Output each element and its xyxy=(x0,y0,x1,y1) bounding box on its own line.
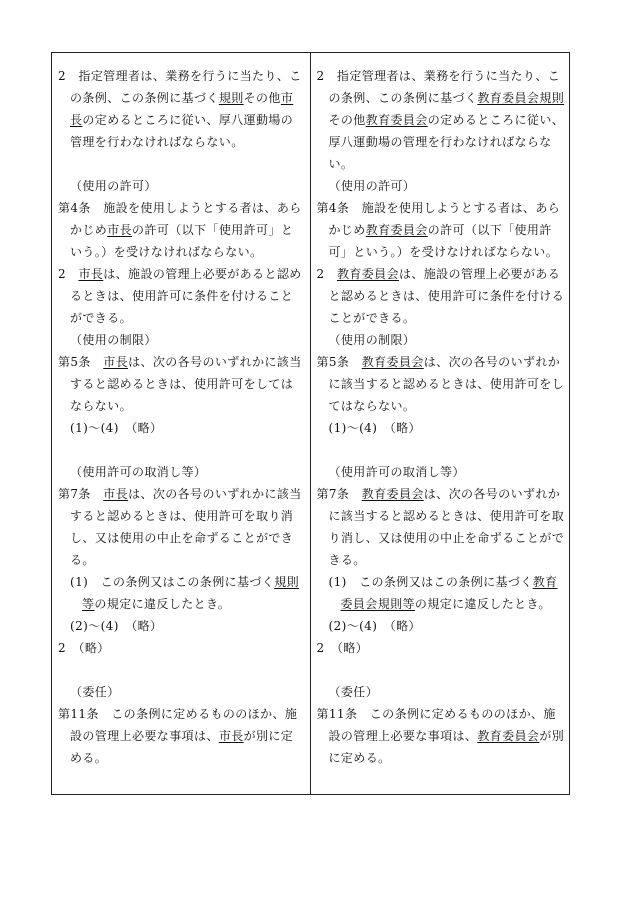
article-paragraph xyxy=(317,703,566,769)
spacer xyxy=(58,659,306,681)
current-text xyxy=(58,65,306,769)
current-column xyxy=(52,53,311,794)
text-run: の定めるところに従い、厚八運動場の管理を行わなければならない。 xyxy=(70,113,294,149)
article-heading xyxy=(58,461,306,483)
text-run: （使用の許可） xyxy=(328,179,416,193)
article-paragraph xyxy=(58,65,306,153)
spacer xyxy=(317,659,566,681)
text-run: （委任） xyxy=(70,685,120,699)
underlined-term: 規則 xyxy=(218,91,244,105)
text-run: は、次の各号のいずれかに該当すると認めるときは、使用許可を取り消し、又は使用の中止を命ずることができる。 xyxy=(70,487,302,567)
underlined-term: 市長 xyxy=(103,355,129,369)
article-heading xyxy=(58,175,306,197)
text-run: （使用許可の取消し等） xyxy=(70,465,207,479)
text-run: 2 xyxy=(58,267,79,281)
text-run: （使用の制限） xyxy=(70,333,157,347)
article-paragraph xyxy=(317,637,566,659)
text-run: 2 指定管理者は、業務を行うに当たり、この条例、この条例に基づく xyxy=(316,69,561,105)
article-paragraph xyxy=(58,637,306,659)
text-run: は、施設の管理上必要があると認めるときは、使用許可に条件を付けることができる。 xyxy=(328,267,565,325)
article-paragraph xyxy=(317,571,566,615)
underlined-term: 教育委員会規則 xyxy=(477,91,565,105)
underlined-term: 教育委員会 xyxy=(365,223,428,237)
article-heading xyxy=(317,681,566,703)
underlined-term: 規則等 xyxy=(82,575,300,611)
text-run: 2 指定管理者は、業務を行うに当たり、この条例、この条例に基づく xyxy=(58,69,302,105)
article-heading xyxy=(58,681,306,703)
article-paragraph xyxy=(317,483,566,571)
text-run: は、次の各号のいずれかに該当すると認めるときは、使用許可をしてはならない。 xyxy=(70,355,302,413)
article-paragraph xyxy=(58,703,306,769)
article-heading xyxy=(317,461,566,483)
underlined-term: 教育委員会 xyxy=(477,729,540,743)
article-heading xyxy=(317,417,566,439)
article-paragraph xyxy=(58,351,306,417)
text-run: の許可（以下「使用許可」という。）を受けなければならない。 xyxy=(70,223,294,259)
text-run: 第4条 施設を使用しようとする者は、あらかじめ xyxy=(316,201,561,237)
text-run: 第4条 施設を使用しようとする者は、あらかじめ xyxy=(58,201,302,237)
text-run: （委任） xyxy=(328,685,379,699)
text-run: (1) この条例又はこの条例に基づく xyxy=(328,575,533,589)
text-run: 2 （略） xyxy=(316,641,369,655)
article-paragraph xyxy=(58,571,306,615)
text-run: が別に定める。 xyxy=(70,729,294,765)
spacer xyxy=(58,439,306,461)
article-heading xyxy=(317,175,566,197)
text-run: 2 （略） xyxy=(58,641,110,655)
underlined-term: 市長 xyxy=(103,487,129,501)
text-run: 2 xyxy=(316,267,337,281)
underlined-term: 市長 xyxy=(78,267,104,281)
text-run: その他 xyxy=(328,113,366,127)
article-paragraph xyxy=(58,483,306,571)
article-paragraph xyxy=(317,263,566,329)
underlined-term: 教育委員会 xyxy=(361,355,424,369)
text-run: 第5条 xyxy=(58,355,104,369)
text-run: 第7条 xyxy=(316,487,362,501)
underlined-term: 市長 xyxy=(107,223,133,237)
text-run: は、次の各号のいずれかに該当すると認めるときは、使用許可をしてはならない。 xyxy=(328,355,565,413)
text-run: の規定に違反したとき。 xyxy=(94,597,231,611)
text-run: 第11条 この条例に定めるもののほか、施設の管理上必要な事項は、 xyxy=(316,707,556,743)
article-paragraph xyxy=(58,263,306,329)
text-run: （使用の許可） xyxy=(70,179,157,193)
text-run: （使用の制限） xyxy=(328,333,416,347)
text-run: 第5条 xyxy=(316,355,362,369)
underlined-term: 教育委員会 xyxy=(365,113,428,127)
text-run: は、施設の管理上必要があると認めるときは、使用許可に条件を付けることができる。 xyxy=(70,267,302,325)
article-heading xyxy=(58,329,306,351)
article-paragraph xyxy=(317,351,566,417)
underlined-term: 市長 xyxy=(218,729,244,743)
underlined-term: 教育委員会 xyxy=(336,267,399,281)
article-heading xyxy=(317,329,566,351)
text-run: その他 xyxy=(243,91,281,105)
text-run: の規定に違反したとき。 xyxy=(414,597,551,611)
article-paragraph xyxy=(317,65,566,175)
article-heading xyxy=(317,615,566,637)
text-run: が別に定める。 xyxy=(328,729,565,765)
revised-text xyxy=(317,65,566,769)
text-run: 第11条 この条例に定めるもののほか、施設の管理上必要な事項は、 xyxy=(58,707,298,743)
text-run: （使用許可の取消し等） xyxy=(328,465,465,479)
text-run: の定めるところに従い、厚八運動場の管理を行わなければならない。 xyxy=(328,113,565,171)
text-run: (2)～(4) （略） xyxy=(328,619,421,633)
revised-column xyxy=(311,53,570,794)
text-run: (1)～(4) （略） xyxy=(328,421,421,435)
text-run: 第7条 xyxy=(58,487,104,501)
text-run: (2)～(4) （略） xyxy=(70,619,163,633)
article-heading xyxy=(58,615,306,637)
text-run: (1) この条例又はこの条例に基づく xyxy=(70,575,275,589)
comparison-table xyxy=(51,52,570,795)
underlined-term: 教育委員会 xyxy=(361,487,424,501)
underlined-term: 教育委員会規則等 xyxy=(340,575,558,611)
article-paragraph xyxy=(317,197,566,263)
text-run: は、次の各号のいずれかに該当すると認めるときは、使用許可を取り消し、又は使用の中止を命ずることができる。 xyxy=(328,487,565,567)
spacer xyxy=(317,439,566,461)
text-run: (1)～(4) （略） xyxy=(70,421,163,435)
spacer xyxy=(58,153,306,175)
underlined-term: 市長 xyxy=(70,91,294,127)
article-paragraph xyxy=(58,197,306,263)
text-run: の許可（以下「使用許可」という。）を受けなければならない。 xyxy=(328,223,559,259)
article-heading xyxy=(58,417,306,439)
